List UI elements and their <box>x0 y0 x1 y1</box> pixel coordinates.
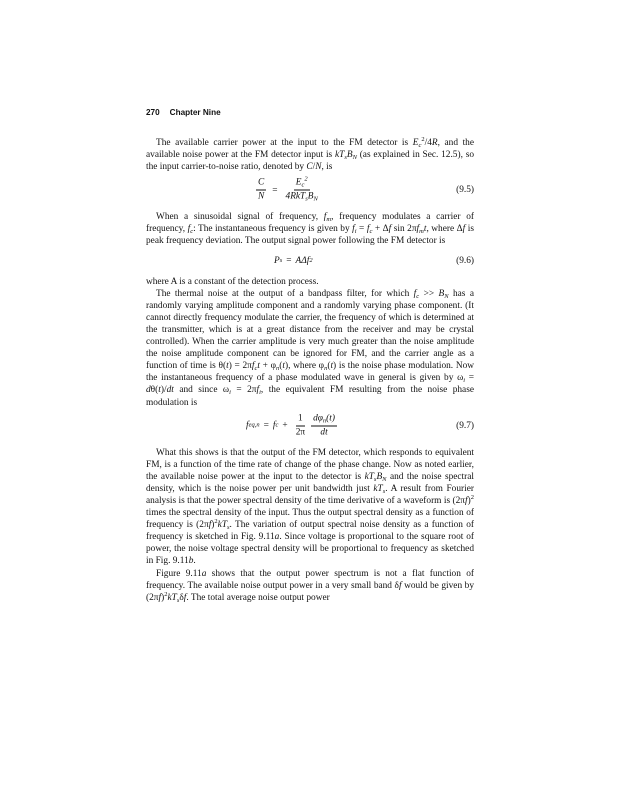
page-number: 270 <box>146 108 160 117</box>
body-text <box>146 137 474 604</box>
paragraph-5: What this shows is that the output of the FM detector, which responds to equivalent FM, is a function of the time rate of change of the phase change. Now as noted earlier, the available noise power at the input to the detector is $kT_sB_N$ and the noise spectral density, which is the noise power per unit bandwidth just $kT_s$. A result from Fourier analysis is that the power spectral density of the time derivative of a waveform is $(2\pi f)^2$ times the spectral density of the input. Thus the output spectral density as a function of frequency is $(2\pi f)^2kT_s$. The variation of output spectral noise density as a function of frequency is sketched in Fig. 9.11a. Since voltage is proportional to the square root of power, the noise voltage spectral density will be proportional to frequency as sketched in Fig. 9.11b. <box>146 447 474 567</box>
equation-9-7: f eq,n = f c + $\frac{1}{2\pi}$ $\frac{d\varphi_n(t)}{dt}$ (9.7) <box>246 413 474 438</box>
paragraph-2: When a sinusoidal signal of frequency, $f_m$, frequency modulates a carrier of frequency, $f_c$: The instantaneous frequency is given by $f_i = f_c + \Delta f$ $\sin 2\pi f_mt$, where Δf is peak frequency deviation. The output signal power following the FM detector is <box>146 212 475 247</box>
equation-number: (9.6) <box>456 255 474 266</box>
paragraph-6: Figure 9.11a shows that the output power spectrum is not a flat function of frequency. The available noise output power in a very small band δf would be given by $(2\pi f)^2kT_s\delta f$. The total average noise output power <box>146 568 475 604</box>
paragraph-1: The available carrier power at the input to the FM detector is $E_c^2/4R$, and the available noise power at the FM detector input is $kT_sB_N$ (as explained in Sec. 12.5), so the input carrier-to-noise ratio, denoted by C/N, is <box>146 136 474 173</box>
equation-number: (9.5) <box>456 185 474 196</box>
paragraph-3: where A is a constant of the detection process. <box>146 276 319 287</box>
running-header <box>146 108 221 117</box>
equation-9-6: P s = A Δ f 2 (9.6) <box>274 255 474 266</box>
equation-number: (9.7) <box>456 420 474 431</box>
chapter-title: Chapter Nine <box>169 108 221 117</box>
paragraph-4: The thermal noise at the output of a bandpass filter, for which $f_c >> B_N$ has a randomly varying amplitude component and a randomly varying phase component. (It cannot directly frequency modulate the carrier, the frequency of which is determined at the transmitter, which is at a great distance from the receiver and may be crystal controlled). When the carrier amplitude is very much greater than the noise amplitude the noise amplitude component can be ignored for FM, and the carrier angle as a function of time is $\theta(t) = 2\pi f_ct + \varphi_n(t)$, where $\varphi_n(t)$ is the noise phase modulation. Now the instantaneous frequency of a phase modulated wave in general is given by $\omega_i = d\theta(t)/dt$ and since $\omega_i = 2\pi f_i$, the equivalent FM resulting from the noise phase modulation is <box>146 288 474 408</box>
equation-9-5: $\frac{C}{N}$ = $\frac{E_c^2}{4RkT_sB_N}$ (9.5) <box>258 175 474 203</box>
